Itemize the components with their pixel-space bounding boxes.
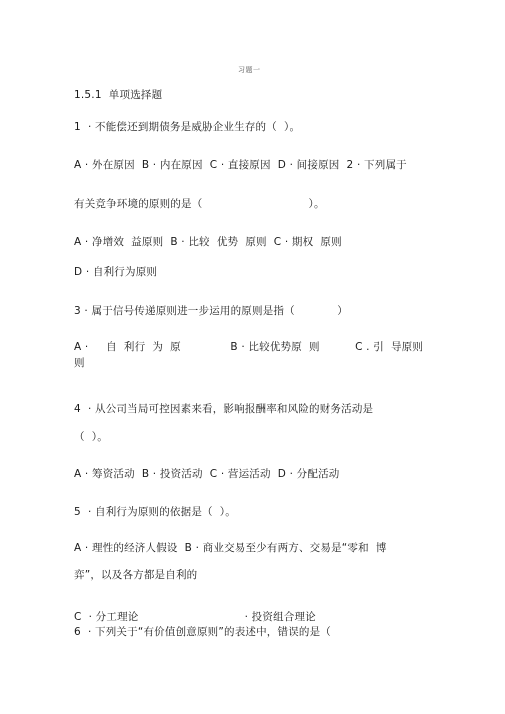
page-header-title: 习题一	[238, 66, 261, 74]
section-heading: 1.5.1 单项选择题	[74, 89, 163, 101]
question-6-line: 6 · 下列关于“有价值创意原则”的表述中，错误的是（	[74, 626, 332, 638]
question-2-option-d-line: D · 自利行为原则	[74, 266, 158, 278]
question-4-blank-line: （ ）。	[74, 431, 108, 443]
question-5-option-cd-line: C · 分工理论 · 投资组合理论	[74, 611, 316, 623]
question-3-options-line: A · 自 利行 为 原 B · 比较优势原 则 C . 引 导原则	[74, 341, 424, 353]
question-5-options-wrap-line: 弈”，以及各方都是自利的	[74, 569, 198, 581]
question-2-line: 有关竞争环境的原则的是（ ）。	[74, 198, 325, 210]
question-1-line: 1 · 不能偿还到期债务是威胁企业生存的（ ）。	[74, 121, 301, 133]
question-4-line: 4 · 从公司当局可控因素来看，影响报酬率和风险的财务活动是	[74, 403, 374, 415]
question-3-line: 3 · 属于信号传递原则进一步运用的原则是指（ ）	[74, 305, 348, 317]
question-4-options-line: A · 筹资活动 B · 投资活动 C · 营运活动 D · 分配活动	[74, 468, 340, 480]
question-1-options-line: A · 外在原因 B · 内在原因 C · 直接原因 D · 间接原因 2 · 下列属于	[74, 159, 407, 171]
question-2-options-line: A · 净增效 益原则 B · 比较 优势 原则 C · 期权 原则	[74, 236, 342, 248]
question-5-options-line: A · 理性的经济人假设 B · 商业交易至少有两方、交易是“零和 博	[74, 542, 387, 554]
question-3-options-wrap-line: 则	[74, 357, 85, 369]
question-5-line: 5 · 自利行为原则的依据是（ ）。	[74, 506, 236, 518]
